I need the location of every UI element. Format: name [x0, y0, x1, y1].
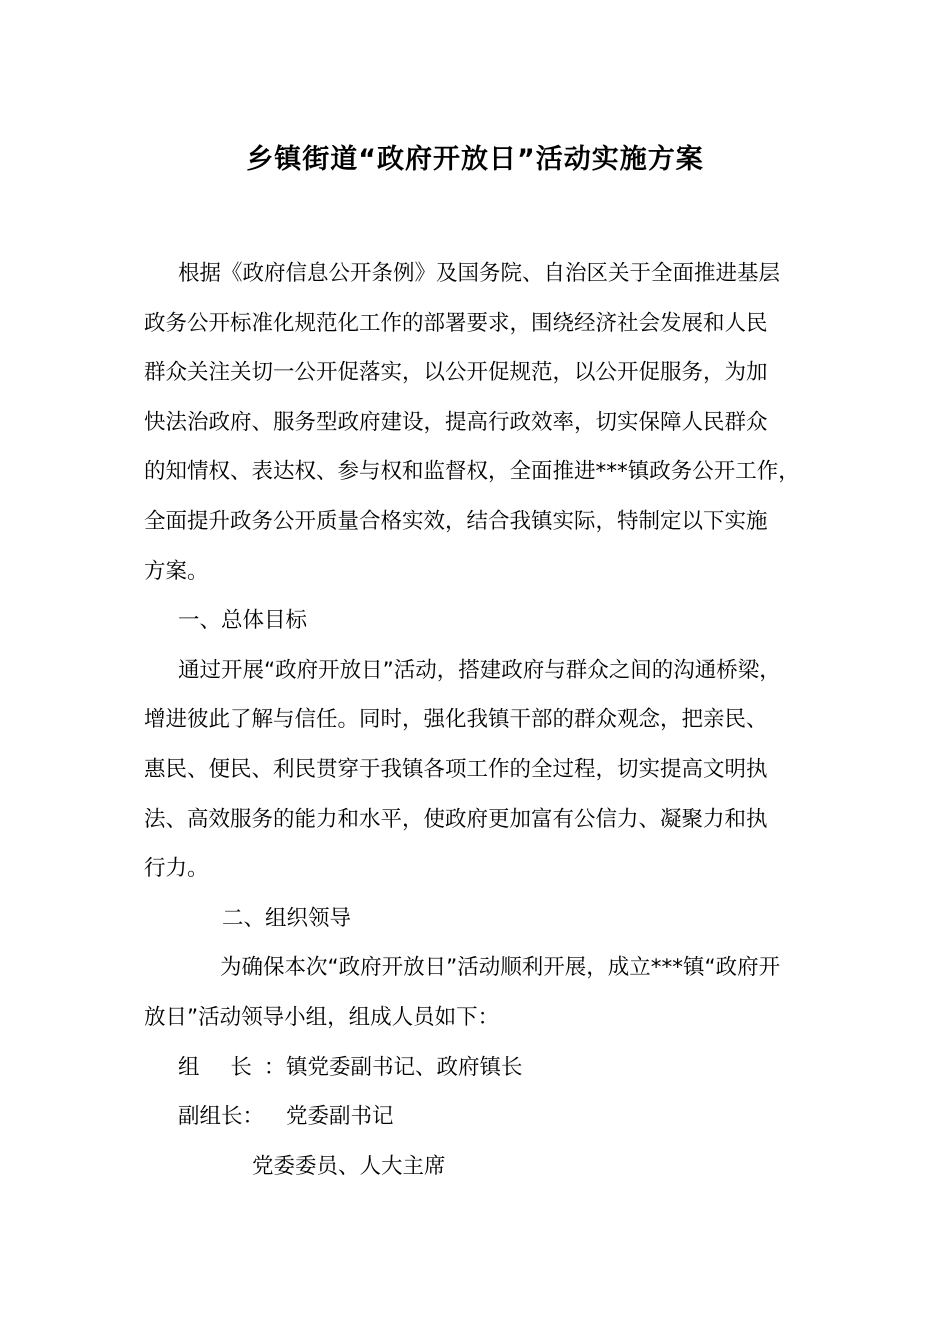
document-title: 乡镇街道“政府开放日”活动实施方案 [246, 144, 704, 175]
section2-line: 为确保本次“政府开放日”活动顺利开展，成立***镇“政府开 [220, 955, 781, 981]
intro-line: 根据《政府信息公开条例》及国务院、自治区关于全面推进基层 [178, 261, 781, 286]
section1-paragraph [144, 646, 834, 894]
section-heading-organization: 二、组织领导 [222, 905, 352, 931]
member-row-deputy-leader [144, 1092, 834, 1142]
section1-line: 法、高效服务的能力和水平，使政府更加富有公信力、凝聚力和执 [144, 806, 768, 832]
section2-paragraph [144, 943, 834, 1042]
section1-line: 增进彼此了解与信任。同时，强化我镇干部的群众观念，把亲民、 [144, 707, 768, 733]
section2-line: 放日”活动领导小组，组成人员如下： [144, 1004, 500, 1030]
member-name: 党委副书记 [286, 1104, 394, 1130]
section-heading-overall-goal: 一、总体目标 [178, 608, 308, 634]
member-name: 镇党委副书记、政府镇长 [286, 1054, 523, 1080]
intro-line: 群众关注关切一公开促落实，以公开促规范，以公开促服务，为加 [144, 360, 768, 386]
intro-line: 方案。 [144, 558, 209, 584]
document-body [144, 249, 834, 1191]
section1-line: 行力。 [144, 856, 209, 882]
member-row-leader [144, 1043, 834, 1093]
member-role: 组 长： [178, 1054, 298, 1080]
intro-line: 政务公开标准化规范化工作的部署要求，围绕经济社会发展和人民 [144, 310, 768, 336]
intro-line: 的知情权、表达权、参与权和监督权，全面推进***镇政务公开工作， [144, 459, 800, 485]
member-role: 副组长： [178, 1104, 265, 1130]
intro-line: 快法治政府、服务型政府建设，提高行政效率，切实保障人民群众 [144, 409, 768, 435]
section1-line: 通过开展“政府开放日”活动，搭建政府与群众之间的沟通桥梁， [178, 657, 781, 683]
section1-line: 惠民、便民、利民贯穿于我镇各项工作的全过程，切实提高文明执 [144, 756, 768, 782]
intro-paragraph [144, 249, 834, 596]
member-row-deputy-extra: 党委委员、人大主席 [252, 1153, 446, 1179]
intro-line: 全面提升政务公开质量合格实效，结合我镇实际，特制定以下实施 [144, 508, 768, 534]
member-list [144, 1043, 834, 1192]
